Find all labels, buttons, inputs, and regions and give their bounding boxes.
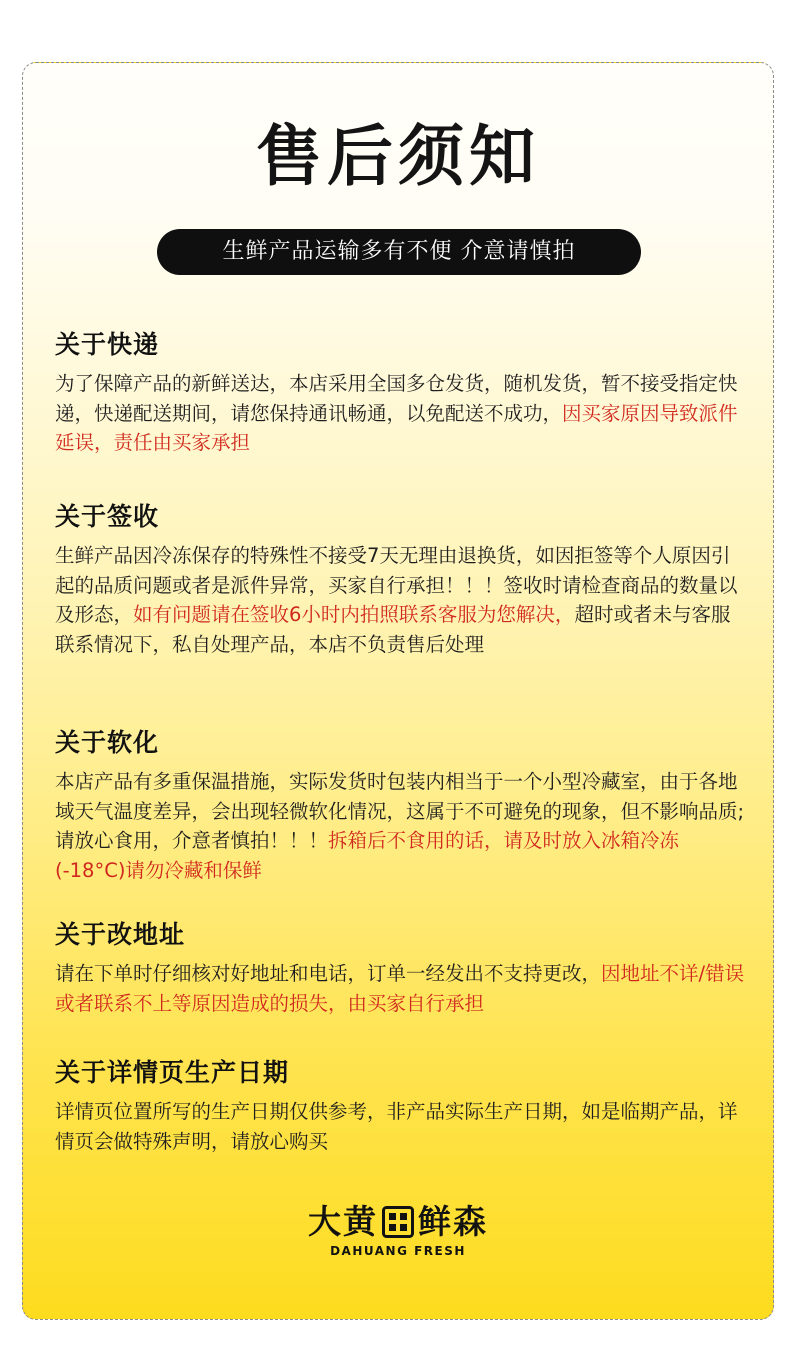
brand-block — [23, 1203, 773, 1258]
section-body-softening — [55, 767, 747, 885]
section-heading-softening: 关于软化 — [55, 728, 160, 757]
brand-name-left: 大黄 — [308, 1202, 378, 1241]
section-softening — [55, 727, 747, 885]
grid-logo-icon — [382, 1206, 414, 1238]
after-sales-notice-card — [22, 62, 774, 1320]
section-body-production-date — [55, 1097, 747, 1156]
delivery-text: 为了保障产品的新鲜送达，本店采用全国多仓发货，随机发货，暂不接受指定快递，快递配送期间，请您保持通讯畅通，以免配送不成功， — [55, 372, 738, 425]
section-signing — [55, 501, 747, 659]
softening-text: 本店产品有多重保温措施，实际发货时包装内相当于一个小型冷藏室，由于各地域天气温度差异，会出现轻微软化情况，这属于不可避免的现象，但不影响品质;请放心食用，介意者慎拍！！！ — [55, 770, 745, 852]
address-change-warning-text: 因地址不详/错误或者联系不上等原因造成的损失，由买家自行承担 — [55, 962, 745, 1015]
section-production-date — [55, 1057, 747, 1156]
section-body-address-change — [55, 959, 747, 1018]
section-address-change — [55, 919, 747, 1018]
signing-warning-text: 如有问题请在签收6小时内拍照联系客服为您解决， — [133, 603, 575, 626]
section-heading-address-change: 关于改地址 — [55, 920, 186, 949]
address-change-text: 请在下单时仔细核对好地址和电话，订单一经发出不支持更改， — [55, 962, 602, 985]
softening-warning-text: 拆箱后不食用的话，请及时放入冰箱冷冻(-18°C)请勿冷藏和保鲜 — [55, 829, 680, 882]
section-body-delivery — [55, 369, 747, 458]
brand-name — [308, 1203, 488, 1241]
section-body-signing — [55, 541, 747, 659]
page-title: 售后须知 — [256, 118, 540, 195]
brand-subtitle: DAHUANG FRESH — [330, 1244, 466, 1258]
section-heading-production-date: 关于详情页生产日期 — [55, 1058, 290, 1087]
delivery-warning-text: 因买家原因导致派件延误，责任由买家承担 — [55, 401, 738, 454]
section-heading-signing: 关于签收 — [55, 502, 160, 531]
signing-text-1: 生鲜产品因冷冻保存的特殊性不接受7天无理由退换货，如因拒签等个人原因引起的品质问题或者是派件异常，买家自行承担！！！签收时请检查商品的数量以及形态， — [55, 544, 738, 626]
section-heading-delivery: 关于快递 — [55, 330, 160, 359]
section-delivery — [55, 329, 747, 458]
brand-name-right: 鲜森 — [418, 1202, 488, 1241]
production-date-text: 详情页位置所写的生产日期仅供参考，非产品实际生产日期，如是临期产品，详情页会做特殊声明，请放心购买 — [55, 1100, 738, 1153]
signing-text-2: 超时或者未与客服联系情况下，私自处理产品，本店不负责售后处理 — [55, 603, 731, 656]
notice-banner: 生鲜产品运输多有不便 介意请慎拍 — [157, 229, 641, 275]
